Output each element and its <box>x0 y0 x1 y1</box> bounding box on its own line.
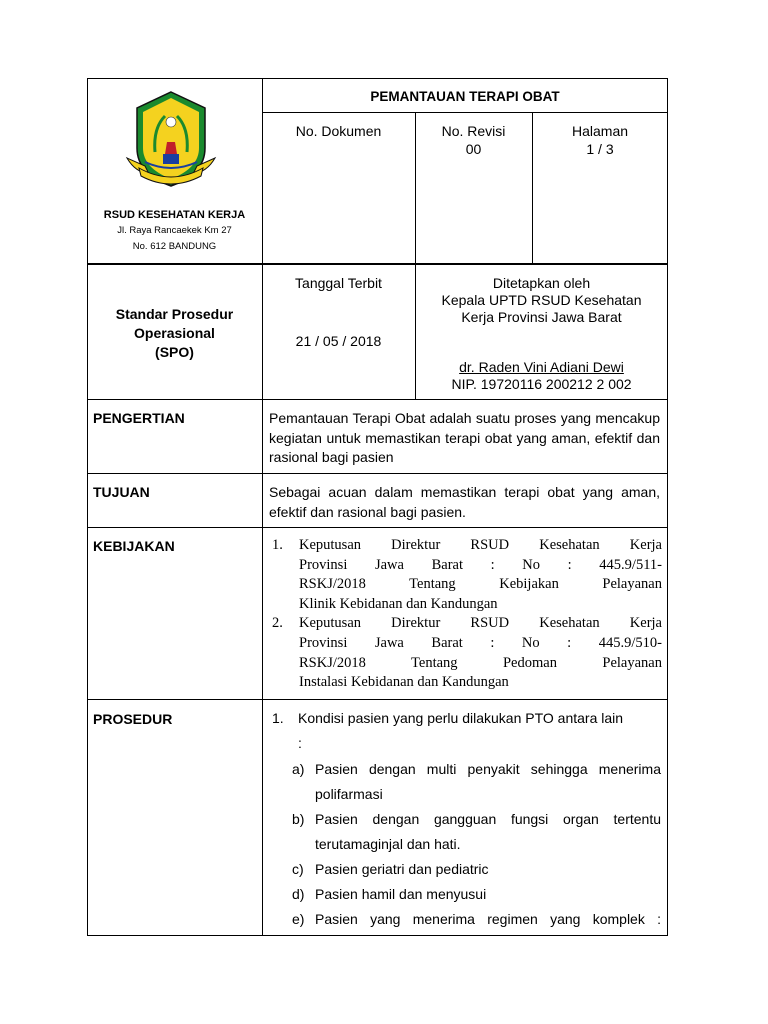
pengertian-label: PENGERTIAN <box>93 410 185 426</box>
tujuan-text: Sebagai acuan dalam memastikan terapi obat yang aman, efektif dan rasional bagi pasien. <box>269 484 660 520</box>
kebijakan-item-2-num: 2. <box>272 615 283 632</box>
spo-label-line-3: (SPO) <box>155 344 194 360</box>
kebijakan-item-2 <box>272 614 662 692</box>
prosedur-item-1-num: 1. <box>272 710 284 726</box>
tanggal-terbit-value: 21 / 05 / 2018 <box>295 333 382 349</box>
org-name: RSUD KESEHATAN KERJA <box>103 209 246 221</box>
signer-name: dr. Raden Vini Adiani Dewi <box>459 359 624 375</box>
ditetapkan-line-2: Kepala UPTD RSUD Kesehatan <box>441 292 642 308</box>
no-revisi-label: No. Revisi <box>441 123 506 139</box>
kebijakan-list <box>272 536 662 693</box>
prosedur-sub-a-line-2: polifarmasi <box>315 786 383 802</box>
prosedur-sub-a-line-1: Pasien dengan multi penyakit sehingga menerima <box>315 761 661 777</box>
pengertian-text: Pemantauan Terapi Obat adalah suatu proses yang mencakup kegiatan untuk memastikan terapi obat yang aman, efektif dan rasional bagi pasien <box>269 410 660 465</box>
header-title-divider <box>262 112 668 113</box>
prosedur-item-1-line-2: : <box>298 735 302 751</box>
document-title: PEMANTAUAN TERAPI OBAT <box>370 89 560 104</box>
prosedur-sub-e-letter: e) <box>292 911 305 927</box>
kebijakan-item-1-line-1: Keputusan Direktur RSUD Kesehatan Kerja <box>299 537 662 553</box>
no-dokumen-label: No. Dokumen <box>295 123 382 139</box>
province-emblem-logo <box>125 88 217 190</box>
kebijakan-label: KEBIJAKAN <box>93 538 175 554</box>
ditetapkan-line-1: Ditetapkan oleh <box>492 275 591 291</box>
spo-label-line-1: Standar Prosedur <box>115 306 234 322</box>
prosedur-sub-b-line-1: Pasien dengan gangguan fungsi organ tertentu <box>315 811 661 827</box>
ditetapkan-line-3: Kerja Provinsi Jawa Barat <box>461 309 622 325</box>
row-divider-pengertian <box>87 473 668 474</box>
halaman-label: Halaman <box>571 123 629 139</box>
main-col-divider <box>262 264 263 936</box>
prosedur-sub-c-line-1: Pasien geriatri dan pediatric <box>315 861 489 877</box>
no-revisi-value: 00 <box>465 141 482 157</box>
prosedur-sub-d-line-1: Pasien hamil dan menyusui <box>315 886 487 902</box>
signer-nip: NIP. 19720116 200212 2 002 <box>451 376 632 392</box>
prosedur-sub-b-line-2: terutamaginjal dan hati. <box>315 836 461 852</box>
halaman-value: 1 / 3 <box>586 141 614 157</box>
kebijakan-item-1-num: 1. <box>272 537 283 553</box>
kebijakan-item-1 <box>272 536 662 614</box>
address-line-2: No. 612 BANDUNG <box>132 241 217 252</box>
kebijakan-item-2-line-2: Provinsi Jawa Barat : No : 445.9/510- <box>299 634 662 651</box>
kebijakan-item-2-line-1: Keputusan Direktur RSUD Kesehatan Kerja <box>299 615 662 632</box>
prosedur-sub-d-letter: d) <box>292 886 305 902</box>
spo-label-line-2: Operasional <box>134 325 215 341</box>
prosedur-item-1-line-1: Kondisi pasien yang perlu dilakukan PTO antara lain <box>298 710 624 726</box>
kebijakan-item-2-line-4: Instalasi Kebidanan dan Kandungan <box>299 674 509 691</box>
tanggal-terbit-label: Tanggal Terbit <box>295 275 382 291</box>
kebijakan-item-1-line-4: Klinik Kebidanan dan Kandungan <box>299 595 498 612</box>
row-divider-spo <box>87 399 668 400</box>
prosedur-label: PROSEDUR <box>93 711 173 727</box>
kebijakan-item-1-line-2: Provinsi Jawa Barat : No : 445.9/511- <box>299 556 662 573</box>
kebijakan-item-1-line-3: RSKJ/2018 Tentang Kebijakan Pelayanan <box>299 576 662 593</box>
prosedur-sub-a-letter: a) <box>292 761 305 777</box>
row-divider-kebijakan <box>87 699 668 700</box>
prosedur-sub-c-letter: c) <box>292 861 304 877</box>
tujuan-label: TUJUAN <box>93 484 150 500</box>
kebijakan-item-2-line-3: RSKJ/2018 Tentang Pedoman Pelayanan <box>299 654 662 671</box>
header-divider <box>262 78 263 264</box>
prosedur-sub-e-line-1: Pasien yang menerima regimen yang komplek : <box>315 911 661 927</box>
row-divider-tujuan <box>87 527 668 528</box>
address-line-1: Jl. Raya Rancaekek Km 27 <box>117 225 232 236</box>
prosedur-sub-b-letter: b) <box>292 811 305 827</box>
